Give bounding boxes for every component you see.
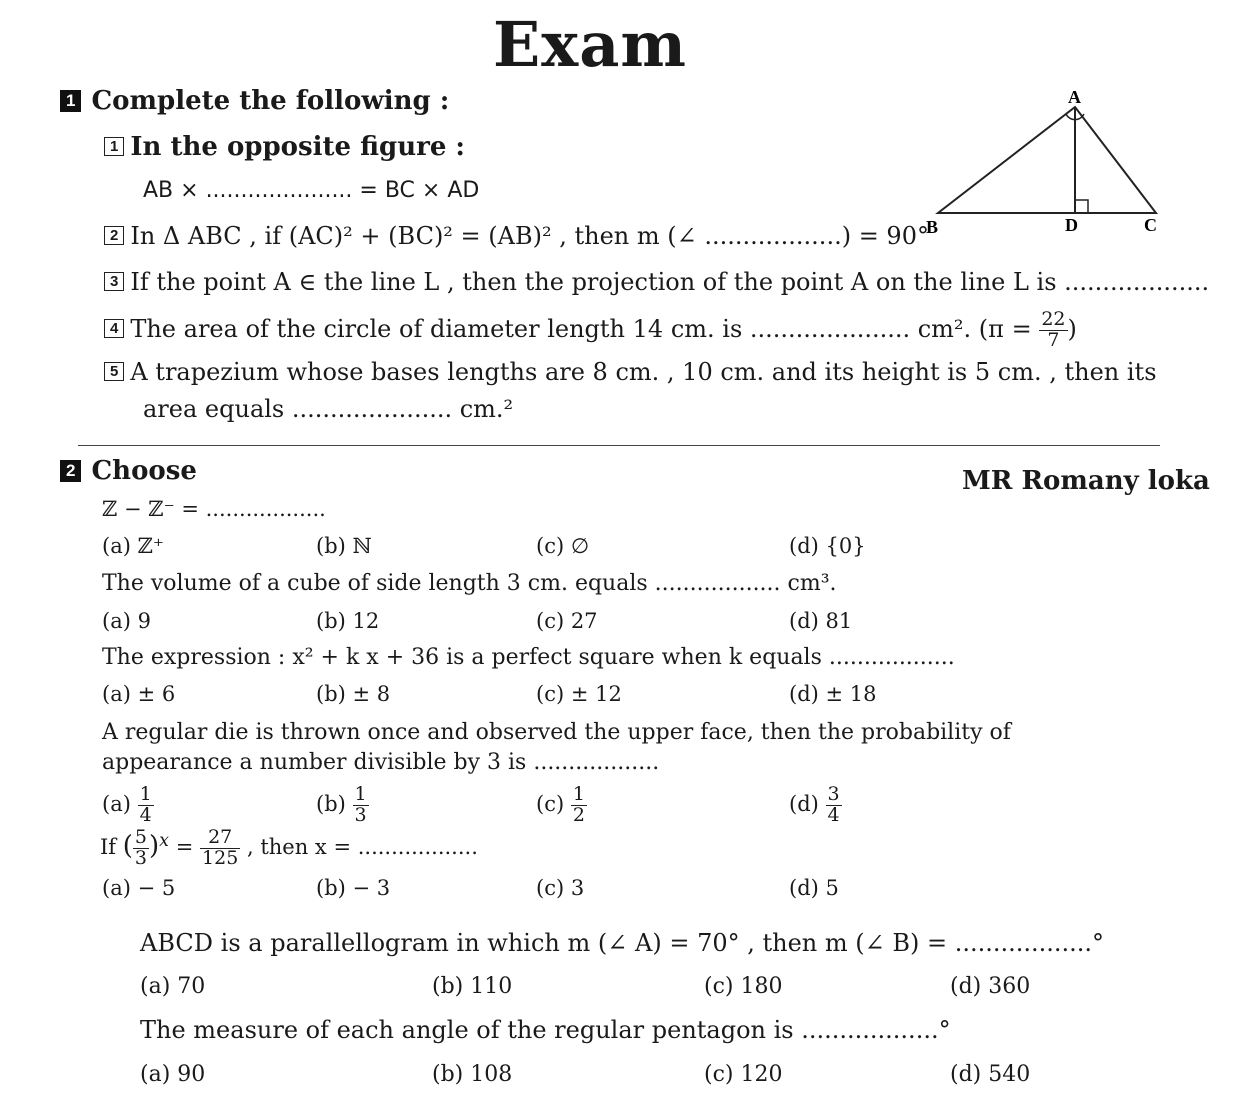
q6-option-c[interactable]: (c) 180 <box>704 974 783 999</box>
complete-item-2 <box>104 222 929 250</box>
item-number-3: 3 <box>104 272 124 291</box>
item-number-2: 2 <box>104 226 124 245</box>
q4-option-c-label: (c) <box>536 791 565 816</box>
q2-option-d[interactable]: (d) 81 <box>789 609 853 633</box>
q4-c-num: 1 <box>572 783 585 805</box>
item-2-text: In Δ ABC , if (AC)² + (BC)² = (AB)² , then m (∠ ..................) = 90° <box>130 222 929 250</box>
choose-question-3: The expression : x² + k x + 36 is a perfect square when k equals .................. <box>102 645 955 670</box>
triangle-abc <box>938 107 1156 213</box>
q4-option-b[interactable] <box>316 785 369 826</box>
q4-a-den: 4 <box>139 803 152 826</box>
q4-b-num: 1 <box>354 783 367 805</box>
q3-option-b[interactable]: (b) ± 8 <box>316 682 391 706</box>
section-1-heading <box>60 86 449 116</box>
q7-option-c[interactable]: (c) 120 <box>704 1062 783 1087</box>
item-5-line2: area equals ..................... cm.² <box>143 395 514 423</box>
section-2-heading <box>60 456 197 486</box>
q7-option-d[interactable]: (d) 540 <box>950 1062 1031 1087</box>
q1-option-a[interactable]: (a) ℤ⁺ <box>102 534 164 558</box>
q5-rhs-fraction <box>200 828 240 869</box>
q4-option-d[interactable] <box>789 785 842 826</box>
vertex-label-a: A <box>1068 87 1081 107</box>
q5-option-a[interactable]: (a) − 5 <box>102 876 176 900</box>
q3-option-a[interactable]: (a) ± 6 <box>102 682 176 706</box>
q4-c-den: 2 <box>572 803 585 826</box>
q5-base-fraction <box>133 828 149 869</box>
q4-option-a-label: (a) <box>102 791 131 816</box>
section-2-heading-text: Choose <box>91 456 197 486</box>
pi-fraction <box>1039 310 1067 351</box>
q2-option-a[interactable]: (a) 9 <box>102 609 151 633</box>
q4-option-a-fraction <box>138 785 154 826</box>
choose-question-2: The volume of a cube of side length 3 cm. equals .................. cm³. <box>102 571 837 596</box>
q4-option-b-label: (b) <box>316 791 346 816</box>
item-1-equation: AB × ..................... = BC × AD <box>143 178 480 203</box>
q5-rhs-num: 27 <box>200 828 240 849</box>
author-credit: MR Romany loka <box>962 466 1210 496</box>
item-4-text: The area of the circle of diameter length 14 cm. is ..................... cm². (π = <box>130 314 1040 343</box>
item-3-text: If the point A ∈ the line L , then the projection of the point A on the line L is ................... <box>130 268 1210 296</box>
q6-option-a[interactable]: (a) 70 <box>140 974 206 999</box>
q5-rhs-den: 125 <box>202 846 239 869</box>
complete-item-1 <box>104 132 465 162</box>
section-2-badge: 2 <box>60 460 81 482</box>
q2-option-b[interactable]: (b) 12 <box>316 609 380 633</box>
vertex-label-b: B <box>926 217 939 237</box>
q4-option-d-label: (d) <box>789 791 819 816</box>
item-number-4: 4 <box>104 319 124 338</box>
q4-option-c-fraction <box>571 785 587 826</box>
q6-option-d[interactable]: (d) 360 <box>950 974 1031 999</box>
q1-option-c[interactable]: (c) ∅ <box>536 534 590 558</box>
q5-option-b[interactable]: (b) − 3 <box>316 876 391 900</box>
q2-option-c[interactable]: (c) 27 <box>536 609 598 633</box>
q4-option-c[interactable] <box>536 785 587 826</box>
choose-question-5: If ( $\frac{5}{3}$ )$^x$ = $\frac{27}{125}$ , then x = .................. <box>100 826 478 869</box>
choose-question-6: ABCD is a parallellogram in which m (∠ A) = 70° , then m (∠ B) = ..................° <box>140 929 1105 957</box>
q5-equals: = <box>175 834 194 859</box>
q4-option-a[interactable] <box>102 785 154 826</box>
complete-item-4 <box>104 310 1077 351</box>
q4-d-num: 3 <box>827 783 840 805</box>
q4-option-d-fraction <box>826 785 842 826</box>
complete-item-3 <box>104 268 1209 296</box>
q5-exponent: x <box>159 830 170 851</box>
item-number-5: 5 <box>104 362 124 381</box>
q5-then: , then x = .................. <box>246 834 478 859</box>
page-title: Exam <box>493 8 687 81</box>
triangle-figure <box>920 85 1170 245</box>
item-number-1: 1 <box>104 137 124 156</box>
q5-base-num: 5 <box>134 826 148 848</box>
q5-option-d[interactable]: (d) 5 <box>789 876 839 900</box>
q4-option-b-fraction <box>353 785 369 826</box>
vertex-label-d: D <box>1065 215 1078 235</box>
q4-a-num: 1 <box>139 783 152 805</box>
choose-question-1: ℤ − ℤ⁻ = .................. <box>102 497 326 521</box>
item-5-text: A trapezium whose bases lengths are 8 cm. , 10 cm. and its height is 5 cm. , then its <box>130 358 1157 386</box>
section-1-badge: 1 <box>60 90 81 112</box>
q3-option-c[interactable]: (c) ± 12 <box>536 682 622 706</box>
choose-question-4-line2: appearance a number divisible by 3 is .................. <box>102 750 660 775</box>
q6-option-b[interactable]: (b) 110 <box>432 974 513 999</box>
pi-close: ) <box>1067 314 1077 343</box>
q5-if: If <box>100 834 117 859</box>
vertex-label-c: C <box>1144 215 1157 235</box>
q7-option-a[interactable]: (a) 90 <box>140 1062 206 1087</box>
item-1-text: In the opposite figure : <box>130 132 466 162</box>
pi-denominator: 7 <box>1047 328 1060 351</box>
q5-option-c[interactable]: (c) 3 <box>536 876 585 900</box>
q1-option-b[interactable]: (b) ℕ <box>316 534 372 558</box>
q4-b-den: 3 <box>354 803 367 826</box>
choose-question-7: The measure of each angle of the regular pentagon is ..................° <box>140 1016 951 1044</box>
pi-numerator: 22 <box>1041 308 1066 330</box>
right-angle-d <box>1075 200 1088 213</box>
complete-item-5 <box>104 358 1157 386</box>
q7-option-b[interactable]: (b) 108 <box>432 1062 513 1087</box>
q3-option-d[interactable]: (d) ± 18 <box>789 682 877 706</box>
choose-question-4: A regular die is thrown once and observed the upper face, then the probability of <box>102 720 1011 745</box>
q4-d-den: 4 <box>827 803 840 826</box>
section-divider <box>78 445 1160 446</box>
q5-base-den: 3 <box>134 846 148 869</box>
q1-option-d[interactable]: (d) {0} <box>789 534 866 558</box>
section-1-heading-text: Complete the following : <box>91 86 450 116</box>
